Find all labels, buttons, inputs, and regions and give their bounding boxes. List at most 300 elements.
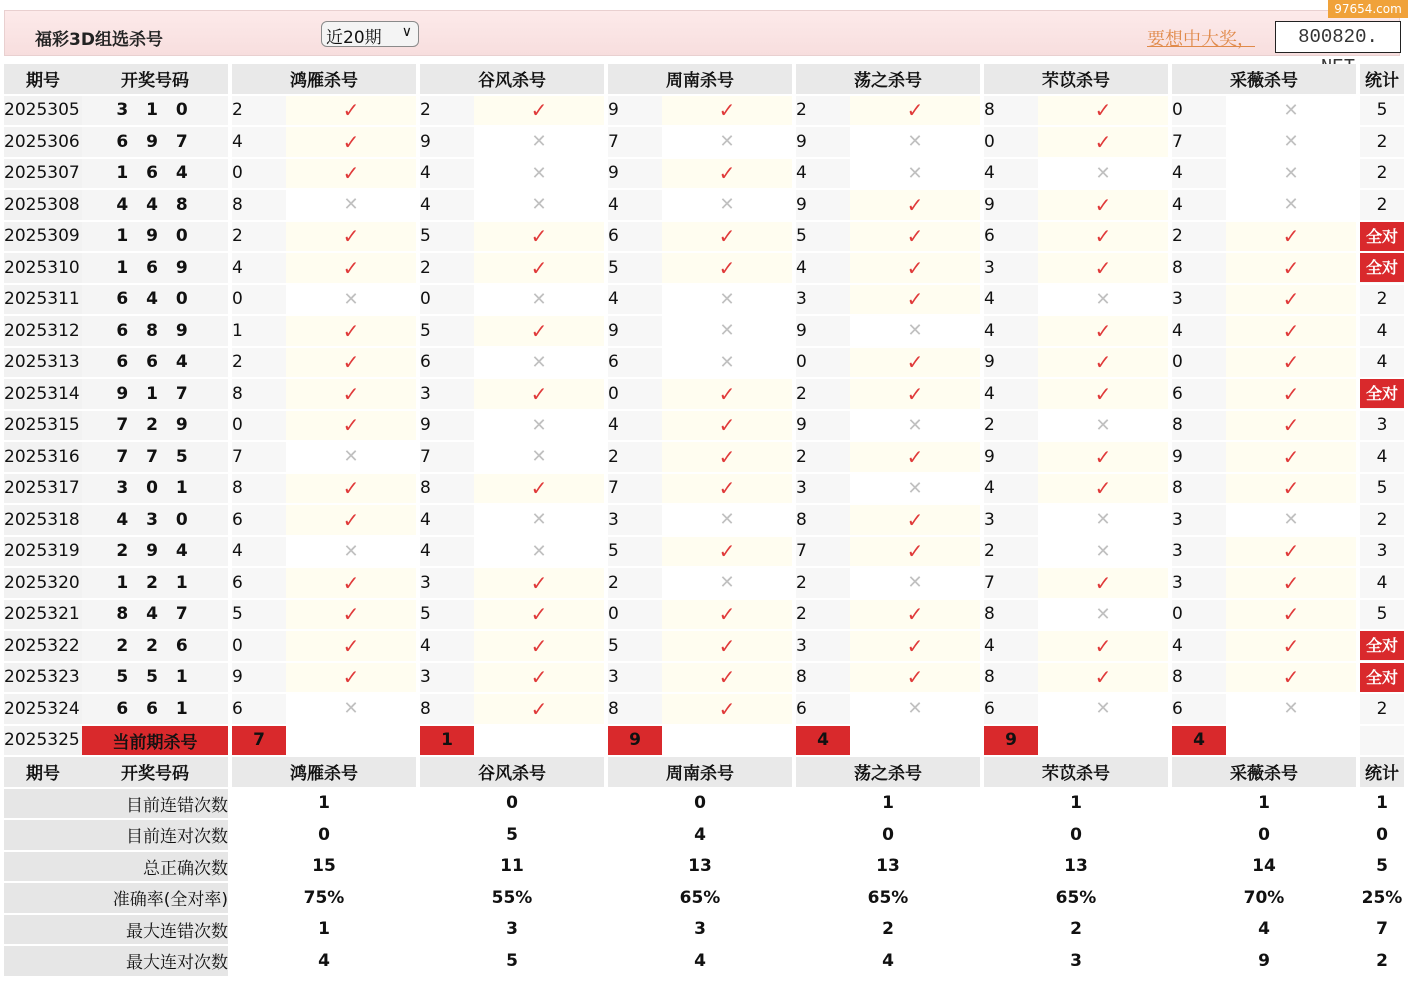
result-cell	[1038, 284, 1168, 316]
result-cell	[474, 599, 604, 631]
result-cell	[286, 378, 416, 410]
kill-number: 8	[796, 504, 850, 536]
winning-number: 9 1 7	[82, 378, 228, 410]
kill-number: 8	[1172, 252, 1226, 284]
check-icon: ✓	[718, 98, 736, 123]
table-row	[4, 536, 1404, 568]
winning-number: 4 3 0	[82, 504, 228, 536]
stat-cell	[1360, 504, 1404, 536]
check-icon: ✓	[1094, 192, 1112, 217]
kill-number: 3	[1172, 284, 1226, 316]
kill-number: 7	[796, 536, 850, 568]
cross-icon: ✕	[1283, 194, 1299, 216]
summary-value: 0	[984, 819, 1168, 851]
stat-cell	[1360, 630, 1404, 662]
kill-number: 6	[420, 347, 474, 379]
result-cell	[474, 126, 604, 158]
result-cell	[662, 189, 792, 221]
header-winning: 开奖号码	[82, 64, 228, 95]
winning-number: 6 6 4	[82, 347, 228, 379]
result-cell	[850, 567, 980, 599]
kill-number: 4	[984, 378, 1038, 410]
winning-number: 1 2 1	[82, 567, 228, 599]
result-cell	[850, 378, 980, 410]
result-cell	[662, 536, 792, 568]
kill-number: 4	[1172, 315, 1226, 347]
result-cell	[474, 284, 604, 316]
summary-row	[4, 788, 1404, 820]
check-icon: ✓	[1282, 287, 1300, 312]
check-icon: ✓	[1282, 602, 1300, 627]
header-group: 荡之杀号	[796, 756, 980, 788]
check-icon: ✓	[718, 476, 736, 501]
check-icon: ✓	[342, 161, 360, 186]
summary-value: 65%	[984, 882, 1168, 914]
kill-number: 9	[984, 347, 1038, 379]
check-icon: ✓	[342, 255, 360, 280]
header-period: 期号	[4, 756, 82, 788]
header-group: 鸿雁杀号	[232, 64, 416, 95]
table-row	[4, 252, 1404, 284]
result-cell	[662, 315, 792, 347]
kill-number: 6	[984, 221, 1038, 253]
check-icon: ✓	[530, 633, 548, 658]
summary-value: 65%	[608, 882, 792, 914]
period-cell: 2025318	[4, 504, 82, 536]
summary-value: 0	[1172, 819, 1356, 851]
result-cell	[1038, 662, 1168, 694]
cross-icon: ✕	[343, 288, 359, 310]
winning-number: 6 4 0	[82, 284, 228, 316]
result-cell	[1038, 221, 1168, 253]
summary-value: 14	[1172, 851, 1356, 883]
check-icon: ✓	[342, 633, 360, 658]
all-correct-badge: 全对	[1360, 222, 1404, 251]
check-icon: ✓	[906, 539, 924, 564]
result-cell	[662, 252, 792, 284]
stat-value: 2	[1376, 131, 1388, 152]
check-icon: ✓	[1282, 381, 1300, 406]
check-icon: ✓	[1282, 665, 1300, 690]
check-icon: ✓	[1282, 413, 1300, 438]
table-row	[4, 378, 1404, 410]
check-icon: ✓	[1282, 633, 1300, 658]
kill-number: 4	[608, 189, 662, 221]
result-cell	[474, 567, 604, 599]
kill-number: 9	[420, 410, 474, 442]
winning-number: 4 4 8	[82, 189, 228, 221]
current-kill-number: 7	[232, 725, 286, 757]
cross-icon: ✕	[907, 572, 923, 594]
current-kill-number: 4	[1172, 725, 1226, 757]
all-correct-badge: 全对	[1360, 253, 1404, 282]
result-cell	[474, 504, 604, 536]
kill-number: 4	[796, 158, 850, 190]
result-cell	[474, 95, 604, 127]
result-cell	[850, 473, 980, 505]
check-icon: ✓	[1094, 98, 1112, 123]
table-row	[4, 221, 1404, 253]
result-cell	[1038, 378, 1168, 410]
kill-number: 9	[1172, 441, 1226, 473]
period-cell: 2025324	[4, 693, 82, 725]
result-cell	[662, 378, 792, 410]
result-cell	[474, 252, 604, 284]
current-blank	[662, 725, 792, 757]
cross-icon: ✕	[1283, 131, 1299, 153]
kill-number: 8	[232, 378, 286, 410]
summary-value: 13	[608, 851, 792, 883]
period-select[interactable]	[321, 21, 419, 47]
kill-number: 9	[796, 315, 850, 347]
kill-number: 8	[608, 693, 662, 725]
check-icon: ✓	[906, 255, 924, 280]
kill-number: 9	[232, 662, 286, 694]
winning-number: 1 6 4	[82, 158, 228, 190]
stat-value: 3	[1376, 541, 1388, 562]
result-cell	[474, 441, 604, 473]
summary-value: 55%	[420, 882, 604, 914]
check-icon: ✓	[1094, 444, 1112, 469]
cross-icon: ✕	[531, 131, 547, 153]
result-cell	[286, 252, 416, 284]
header-group: 周南杀号	[608, 64, 792, 95]
kill-number: 6	[1172, 693, 1226, 725]
kill-number: 4	[420, 630, 474, 662]
result-cell	[662, 693, 792, 725]
check-icon: ✓	[1282, 444, 1300, 469]
cross-icon: ✕	[1095, 698, 1111, 720]
header-group: 谷风杀号	[420, 64, 604, 95]
kill-number: 3	[1172, 567, 1226, 599]
kill-number: 4	[984, 315, 1038, 347]
summary-value: 0	[608, 788, 792, 820]
kill-number: 5	[420, 599, 474, 631]
summary-value: 2	[1360, 945, 1404, 977]
kill-number: 8	[984, 662, 1038, 694]
all-correct-badge: 全对	[1360, 663, 1404, 692]
cross-icon: ✕	[1095, 603, 1111, 625]
check-icon: ✓	[718, 381, 736, 406]
stat-cell	[1360, 473, 1404, 505]
stat-value: 5	[1376, 604, 1388, 625]
result-cell	[850, 315, 980, 347]
summary-value: 4	[608, 819, 792, 851]
kill-number: 4	[1172, 630, 1226, 662]
kill-number: 6	[608, 347, 662, 379]
result-cell	[1038, 126, 1168, 158]
summary-label: 目前连错次数	[4, 788, 228, 820]
summary-row	[4, 945, 1404, 977]
summary-value: 1	[1360, 788, 1404, 820]
result-cell	[286, 693, 416, 725]
result-cell	[662, 347, 792, 379]
kill-number: 0	[232, 158, 286, 190]
kill-number: 8	[1172, 662, 1226, 694]
kill-number: 8	[420, 473, 474, 505]
table-row	[4, 315, 1404, 347]
kill-number: 9	[984, 441, 1038, 473]
kill-number: 2	[796, 441, 850, 473]
kill-number: 2	[796, 599, 850, 631]
result-cell	[1038, 158, 1168, 190]
summary-value: 4	[608, 945, 792, 977]
result-cell	[662, 567, 792, 599]
stat-cell	[1360, 126, 1404, 158]
check-icon: ✓	[906, 287, 924, 312]
cross-icon: ✕	[719, 194, 735, 216]
kill-number: 4	[984, 473, 1038, 505]
kill-number: 8	[796, 662, 850, 694]
cross-icon: ✕	[343, 540, 359, 562]
cross-icon: ✕	[907, 131, 923, 153]
kill-number: 0	[420, 284, 474, 316]
kill-number: 3	[608, 504, 662, 536]
kill-number: 2	[232, 221, 286, 253]
result-cell	[662, 441, 792, 473]
kill-number: 6	[232, 567, 286, 599]
check-icon: ✓	[1094, 350, 1112, 375]
check-icon: ✓	[906, 507, 924, 532]
table-row	[4, 473, 1404, 505]
kill-number: 6	[1172, 378, 1226, 410]
summary-label: 总正确次数	[4, 851, 228, 883]
promo-link[interactable]: 要想中大奖，	[1147, 29, 1255, 50]
stat-cell	[1360, 284, 1404, 316]
check-icon: ✓	[342, 129, 360, 154]
result-cell	[662, 630, 792, 662]
header-group: 采薇杀号	[1172, 756, 1356, 788]
period-cell: 2025313	[4, 347, 82, 379]
result-cell	[1226, 126, 1356, 158]
kill-number: 3	[1172, 536, 1226, 568]
table-row	[4, 158, 1404, 190]
kill-number: 2	[984, 536, 1038, 568]
period-cell: 2025310	[4, 252, 82, 284]
kill-number: 4	[232, 252, 286, 284]
stat-cell	[1360, 662, 1404, 694]
current-period: 2025325	[4, 725, 82, 757]
check-icon: ✓	[718, 444, 736, 469]
check-icon: ✓	[906, 381, 924, 406]
cross-icon: ✕	[1283, 99, 1299, 121]
result-cell	[1038, 441, 1168, 473]
check-icon: ✓	[718, 696, 736, 721]
check-icon: ✓	[1282, 318, 1300, 343]
kill-number: 0	[608, 378, 662, 410]
winning-number: 2 9 4	[82, 536, 228, 568]
kill-number: 6	[232, 504, 286, 536]
kill-number: 0	[232, 410, 286, 442]
check-icon: ✓	[1094, 255, 1112, 280]
result-cell	[286, 536, 416, 568]
summary-value: 1	[984, 788, 1168, 820]
check-icon: ✓	[530, 318, 548, 343]
result-cell	[1038, 189, 1168, 221]
result-cell	[662, 158, 792, 190]
current-kill-number: 9	[608, 725, 662, 757]
result-cell	[850, 189, 980, 221]
kill-number: 4	[232, 126, 286, 158]
result-cell	[1226, 221, 1356, 253]
cross-icon: ✕	[531, 446, 547, 468]
cross-icon: ✕	[1283, 509, 1299, 531]
summary-value: 4	[796, 945, 980, 977]
stat-value: 5	[1376, 478, 1388, 499]
current-blank	[1038, 725, 1168, 757]
check-icon: ✓	[530, 255, 548, 280]
check-icon: ✓	[718, 602, 736, 627]
current-blank	[474, 725, 604, 757]
kill-number: 4	[608, 284, 662, 316]
result-cell	[1226, 95, 1356, 127]
kill-number: 2	[796, 95, 850, 127]
stat-cell	[1360, 693, 1404, 725]
cross-icon: ✕	[531, 351, 547, 373]
summary-value: 5	[420, 819, 604, 851]
title-bar	[4, 10, 1400, 56]
table-row	[4, 441, 1404, 473]
kill-number: 4	[984, 158, 1038, 190]
summary-row	[4, 819, 1404, 851]
current-blank	[1226, 725, 1356, 757]
stat-cell	[1360, 189, 1404, 221]
cross-icon: ✕	[907, 320, 923, 342]
all-correct-badge: 全对	[1360, 379, 1404, 408]
result-cell	[1226, 378, 1356, 410]
period-cell: 2025315	[4, 410, 82, 442]
check-icon: ✓	[1282, 476, 1300, 501]
kill-number: 4	[1172, 189, 1226, 221]
cross-icon: ✕	[1095, 288, 1111, 310]
check-icon: ✓	[530, 98, 548, 123]
current-blank	[850, 725, 980, 757]
check-icon: ✓	[718, 255, 736, 280]
header-group: 谷风杀号	[420, 756, 604, 788]
kill-number: 9	[608, 95, 662, 127]
kill-number: 5	[232, 599, 286, 631]
check-icon: ✓	[342, 570, 360, 595]
result-cell	[850, 158, 980, 190]
result-cell	[850, 410, 980, 442]
result-cell	[474, 221, 604, 253]
cross-icon: ✕	[907, 414, 923, 436]
kill-number: 5	[420, 315, 474, 347]
result-cell	[1226, 284, 1356, 316]
summary-value: 11	[420, 851, 604, 883]
check-icon: ✓	[342, 318, 360, 343]
cross-icon: ✕	[719, 131, 735, 153]
winning-number: 1 9 0	[82, 221, 228, 253]
period-cell: 2025305	[4, 95, 82, 127]
header-stat: 统计	[1360, 756, 1404, 788]
result-cell	[1226, 630, 1356, 662]
kill-number: 7	[1172, 126, 1226, 158]
check-icon: ✓	[530, 381, 548, 406]
kill-number: 5	[608, 536, 662, 568]
cross-icon: ✕	[1095, 509, 1111, 531]
stat-value: 4	[1376, 446, 1388, 467]
kill-number: 2	[796, 378, 850, 410]
check-icon: ✓	[718, 665, 736, 690]
cross-icon: ✕	[1095, 540, 1111, 562]
check-icon: ✓	[718, 633, 736, 658]
result-cell	[1226, 410, 1356, 442]
stat-cell	[1360, 410, 1404, 442]
result-cell	[474, 536, 604, 568]
table-row	[4, 126, 1404, 158]
summary-label: 最大连错次数	[4, 914, 228, 946]
table-row	[4, 567, 1404, 599]
summary-value: 3	[608, 914, 792, 946]
result-cell	[474, 630, 604, 662]
stat-value: 5	[1376, 100, 1388, 121]
summary-label: 最大连对次数	[4, 945, 228, 977]
kill-number: 2	[1172, 221, 1226, 253]
period-cell: 2025323	[4, 662, 82, 694]
result-cell	[1038, 252, 1168, 284]
kill-number: 7	[608, 473, 662, 505]
kill-number: 2	[232, 347, 286, 379]
kill-number: 5	[420, 221, 474, 253]
check-icon: ✓	[342, 507, 360, 532]
kill-number: 8	[984, 95, 1038, 127]
kill-number: 0	[608, 599, 662, 631]
header-period: 期号	[4, 64, 82, 95]
current-label: 当前期杀号	[82, 725, 228, 757]
kill-number: 2	[608, 441, 662, 473]
check-icon: ✓	[1282, 539, 1300, 564]
kill-number: 2	[420, 95, 474, 127]
table-row	[4, 599, 1404, 631]
stat-value: 4	[1376, 572, 1388, 593]
cross-icon: ✕	[531, 194, 547, 216]
period-cell: 2025317	[4, 473, 82, 505]
summary-value: 75%	[232, 882, 416, 914]
result-cell	[662, 95, 792, 127]
kill-number: 0	[232, 630, 286, 662]
period-cell: 2025311	[4, 284, 82, 316]
check-icon: ✓	[1094, 224, 1112, 249]
kill-number: 3	[420, 567, 474, 599]
kill-number: 4	[796, 252, 850, 284]
kill-number: 8	[232, 473, 286, 505]
result-cell	[474, 693, 604, 725]
kill-number: 7	[608, 126, 662, 158]
stat-cell	[1360, 599, 1404, 631]
summary-value: 1	[232, 914, 416, 946]
check-icon: ✓	[342, 98, 360, 123]
result-cell	[1038, 693, 1168, 725]
winning-number: 7 2 9	[82, 410, 228, 442]
result-cell	[662, 284, 792, 316]
check-icon: ✓	[1094, 318, 1112, 343]
summary-value: 13	[796, 851, 980, 883]
winning-number: 5 5 1	[82, 662, 228, 694]
summary-value: 65%	[796, 882, 980, 914]
period-cell: 2025314	[4, 378, 82, 410]
kill-number: 2	[796, 567, 850, 599]
result-cell	[474, 378, 604, 410]
kill-number-table	[4, 64, 1404, 978]
summary-value: 1	[232, 788, 416, 820]
result-cell	[1226, 441, 1356, 473]
result-cell	[286, 315, 416, 347]
winning-number: 7 7 5	[82, 441, 228, 473]
result-cell	[474, 189, 604, 221]
result-cell	[286, 189, 416, 221]
winning-number: 6 9 7	[82, 126, 228, 158]
